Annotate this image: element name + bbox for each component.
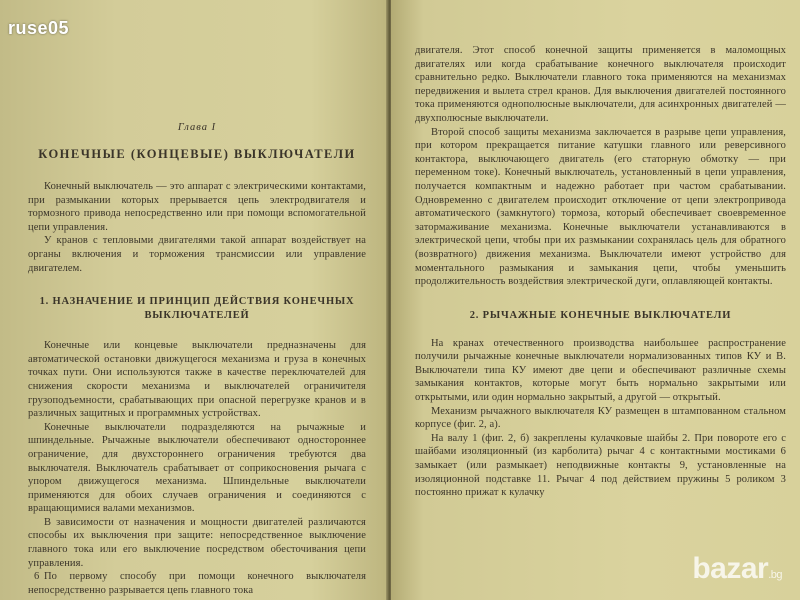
section-heading: 2. РЫЧАЖНЫЕ КОНЕЧНЫЕ ВЫКЛЮЧАТЕЛИ: [469, 309, 732, 321]
section-heading: 1. НАЗНАЧЕНИЕ И ПРИНЦИП ДЕЙСТВИЯ КОНЕЧНЫХ ВЫКЛЮЧАТЕЛЕЙ: [39, 296, 355, 322]
page-number: 6: [34, 571, 40, 582]
logo-text: bazar: [692, 552, 769, 585]
body-paragraph: По первому способу при помощи конечного выключателя непосредственно разрывается цепь главного тока: [28, 571, 366, 596]
right-page: [391, 0, 800, 600]
body-paragraph: На кранах отечественного производства наибольшее распространение получили рычажные конечные выключатели нормализованных типов КУ и В. Выключатели типа КУ имеют две цепи и обеспечивают различные схемы замыкания контактов, которые могут быть нормально закрытыми или открытыми, или один нормально закрытый, а другой — открытый.: [415, 337, 786, 404]
body-paragraph: Второй способ защиты механизма заключается в разрыве цепи управления, при котором прекращается питание катушки главного или реверсивного контактора, выключающего двигатель (его статорную обмотку — при переменном токе). Конечный выключатель, установленный в цепи управления, получается компактным и надежно работает при частом срабатывании. Одновременно с двигателем происходит отключение от цепи электропривода автоматического (замкнутого) тормоза, который обеспечивает своевременное затормаживание механизма. Конечные выключатели устанавливаются в электрической цепи, чтобы при их размыкании сохранялась цель для обратного (возвратного) движения механизма. Выключатели имеют устройство для моментального размыкания и замыкания цепи, чтобы уменьшить продолжительность воздействия электрической дуги, оплавляющей контакты.: [415, 126, 786, 288]
intro-paragraph: Конечный выключатель — это аппарат с электрическими контактами, при размыкании которых прерывается цепь электродвигателя и тормозного привода непосредственно или при помощи вспомогательной цепи управления.: [28, 181, 366, 233]
left-page: [0, 0, 388, 600]
body-paragraph: Конечные выключатели подразделяются на рычажные и шпиндельные. Рычажные выключатели обеспечивают одностороннее ограничение, для двухстороннего ограничения требуются два выключателя. Выключатель срабатывает от соприкосновения рычага с упором движущегося механизма. Шпиндельные выключатели применяются для обоих случаев ограничения и соединяются с вращающимися валами механизмов.: [28, 421, 366, 515]
body-paragraph: двигателя. Этот способ конечной защиты применяется в маломощных двигателях или когда срабатывание конечного выключателя происходит сравнительно редко. Выключатели главного тока применяются на механизмах передвижения и вылета стрел кранов. Для выключения двигателей постоянного тока применяются однополюсные выключатели, для асинхронных двигателей — двухполюсные выключатели.: [415, 45, 786, 124]
chapter-title: КОНЕЧНЫЕ (КОНЦЕВЫЕ) ВЫКЛЮЧАТЕЛИ: [38, 147, 356, 161]
body-paragraph: На валу 1 (фиг. 2, б) закреплены кулачковые шайбы 2. При повороте его с шайбами изоляционный (из карболита) рычаг 4 с контактными мостиками 6 замыкает (или размыкает) неподвижные контакты 9, установленные на изоляционной подставке 11. Рычаг 4 под действием пружины 5 роликом 3 постоянно прижат к кулачку: [415, 432, 786, 499]
body-paragraph: Конечные или концевые выключатели предназначены для автоматической остановки движущегося механизма и груза в конечных точках пути. Они используются также в качестве переключателей для снижения скорости механизма и выключателей ограничителя грузоподъемности, срабатывающих при опасной перегрузке кранов и в различных защитных и программных устройствах.: [28, 340, 366, 420]
seller-watermark: ruse05: [8, 18, 70, 38]
chapter-label: Глава I: [177, 122, 217, 133]
intro-paragraph: У кранов с тепловыми двигателями такой аппарат воздействует на органы включения и торможения трансмиссии или управление двигателем.: [28, 235, 366, 274]
logo-suffix: .bg: [768, 569, 782, 581]
body-paragraph: В зависимости от назначения и мощности двигателей различаются способы их выключения при защите: непосредственное выключение главного тока или его выключение посредством обесточивания цепи управления.: [28, 516, 366, 569]
body-paragraph: Механизм рычажного выключателя КУ размещен в штампованном стальном корпусе (фиг. 2, а).: [415, 405, 786, 431]
